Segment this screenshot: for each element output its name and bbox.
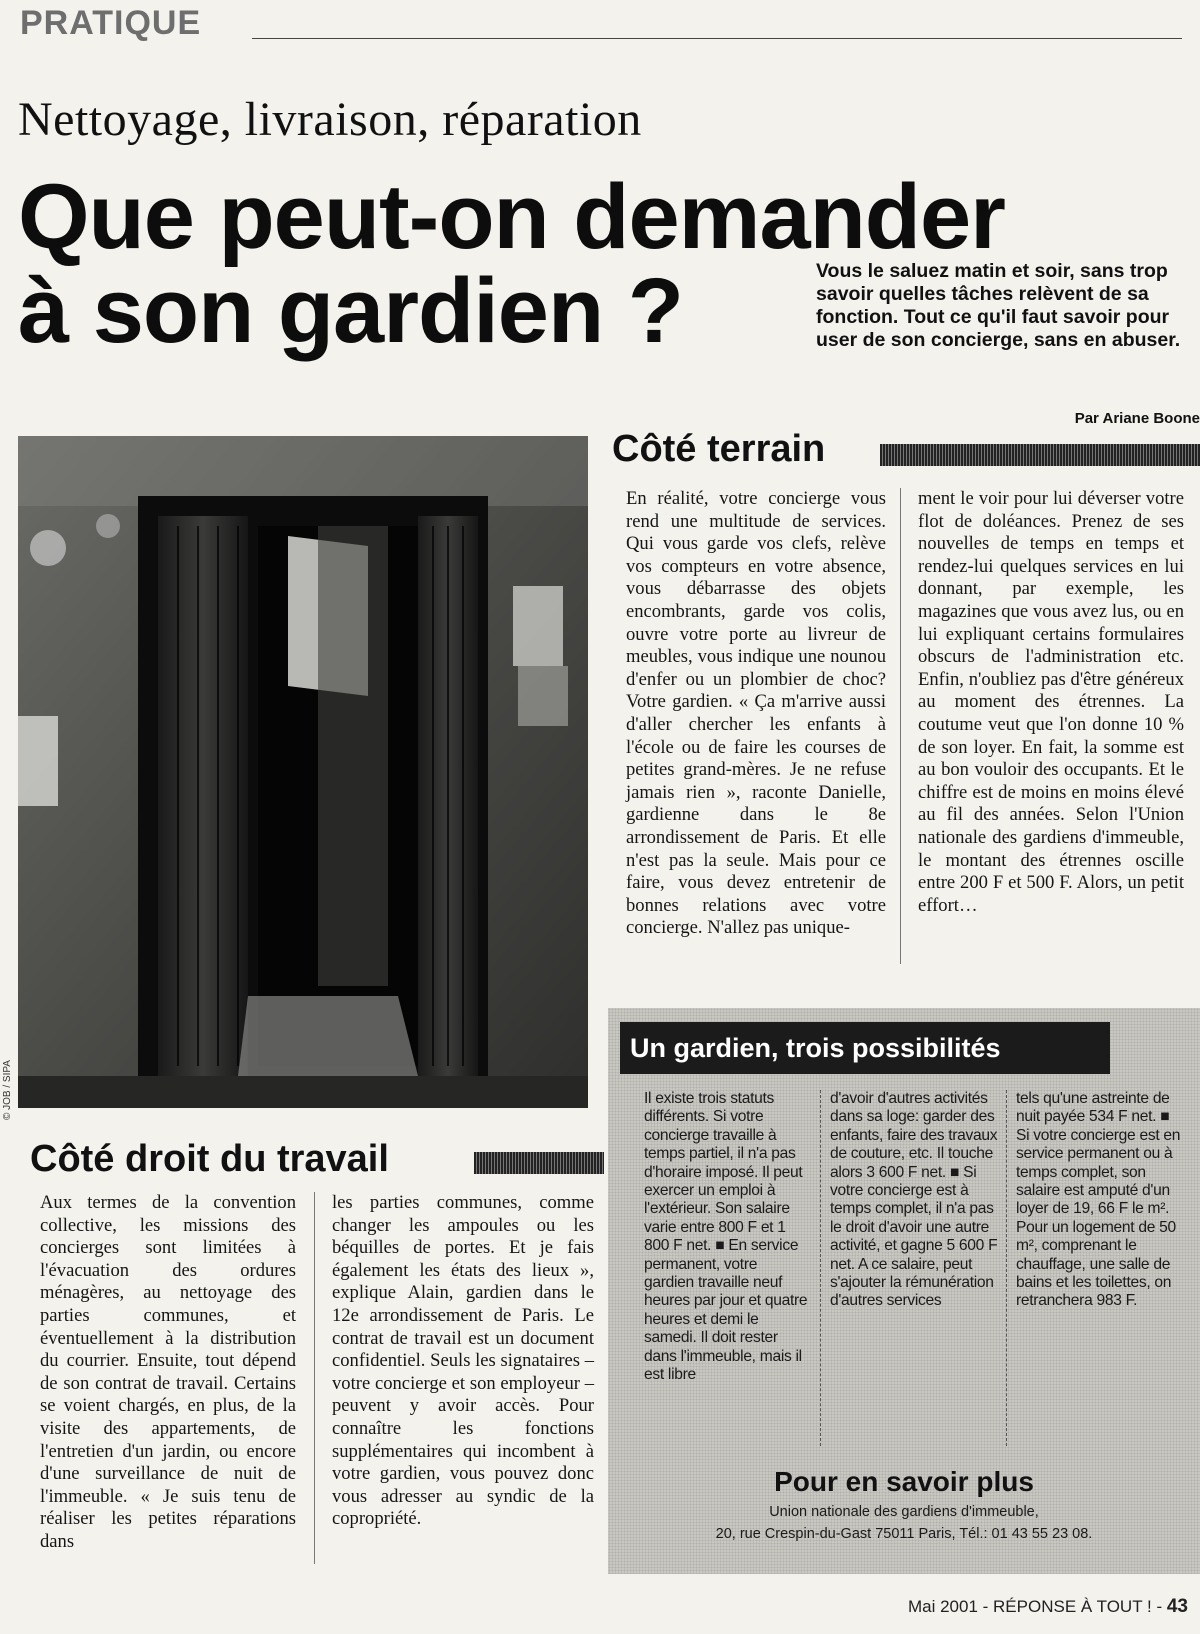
section-rubric: PRATIQUE — [20, 4, 202, 42]
more-info-address: 20, rue Crespin-du-Gast 75011 Paris, Tél.: 01 43 55 23 08. — [715, 1526, 1093, 1542]
headline: Que peut-on demander à son gardien ? — [18, 166, 1005, 362]
info-box-text: d'avoir d'autres activités dans sa loge: garder des enfants, faire des travaux de couture, etc. Il touche alors 3 600 F net. ■ Si votre concierge est à temps complet, il n'a pas le droit d'avoir une autre activité, et gagne 5 600 F net. A ce salaire, peut s'ajouter la rémunération d'autres services — [830, 1090, 998, 1310]
surtitle: Nettoyage, livraison, réparation — [18, 93, 642, 146]
byline: Par Ariane Boone — [1074, 410, 1200, 427]
article-text: les parties communes, comme changer les ampoules ou les béquilles de portes. Et je fais également les états des lieux », explique Alain, gardien dans le 12e arrondissement de Paris. Le contrat de travail est un document confidentiel. Seuls les signataires – votre concierge et son employeur – peuvent y avoir accès. Pour connaître les fonctions supplémentaires qui incombent à votre gardien, vous pouvez donc vous adresser au syndic de la copropriété. — [332, 1192, 594, 1530]
article-text: Aux termes de la convention collective, les missions des concierges sont limitées à l'évacuation des ordures ménagères, au nettoyage des parties communes, et éventuellement à la distribution du courrier. Ensuite, tout dépend de son contrat de travail. Certains se voient chargés, en plus, de la visite des appartements, de l'entretien d'un jardin, ou encore d'une surveillance de nuit de l'immeuble. « Je suis tenu de réaliser les petites réparations dans — [40, 1192, 296, 1552]
footer-issue: Mai 2001 - RÉPONSE À TOUT ! - — [907, 1597, 1167, 1616]
column-rule — [900, 488, 901, 964]
info-box-text: Il existe trois statuts différents. Si votre concierge travaille à temps partiel, il n'a pas d'horaire imposé. Il peut exercer un emploi à l'extérieur. Son salaire varie entre 800 F et 1 800 F net. ■ En service permanent, votre gardien travaille neuf heures par jour et quatre heures et demi le samedi. Il doit rester dans l'immeuble, mais il est libre — [644, 1090, 808, 1384]
section-bar-droit — [474, 1152, 604, 1174]
box-column-rule — [820, 1090, 821, 1446]
rubric-rule — [252, 38, 1182, 39]
section-title-droit: Côté droit du travail — [30, 1138, 389, 1180]
more-info-organisation: Union nationale des gardiens d'immeuble, — [769, 1504, 1039, 1520]
article-text: ment le voir pour lui déverser votre flot de doléances. Prenez de ses nouvelles de temps en temps et rendez-lui quelques services en lui donnant, par exemple, les magazines que vous avez lus, ou en lui expliquant certains formulaires obscurs de l'administration etc. Enfin, n'oubliez pas d'être généreux au moment des étrennes. La coutume veut que l'on donne 10 % de son loyer. En fait, la somme est au bon vouloir des occupants. Et le chiffre est de moins en moins élevé au fil des années. Selon l'Union nationale des gardiens d'immeuble, le montant des étrennes oscille entre 200 F et 500 F. Alors, un petit effort… — [918, 488, 1184, 916]
article-column-droit-2 — [332, 1192, 594, 1531]
section-title-terrain: Côté terrain — [612, 428, 826, 470]
info-box-column-2 — [830, 1090, 1000, 1311]
standfirst: Vous le saluez matin et soir, sans trop savoir quelles tâches relèvent de sa fonction. Tout ce qu'il faut savoir pour user de son concierge, sans en abuser. — [816, 260, 1181, 351]
article-column-terrain-2 — [918, 488, 1184, 917]
column-rule — [314, 1192, 315, 1564]
article-text: En réalité, votre concierge vous rend une multitude de services. Qui vous garde vos clefs, relève vos compteurs en votre absence, vous débarrasse des objets encombrants, garde vos colis, ouvre votre porte au livreur de meubles, vous indique une nounou d'enfer ou un plombier de choc? Votre gardien. « Ça m'arrive aussi d'aller chercher les enfants à l'école ou de faire les courses de petites grand-mères. Je ne refuse jamais rien », raconte Danielle, gardienne dans le 8e arrondissement de Paris. Et elle n'est pas la seule. Mais pour ce faire, vous devez entretenir de bonnes relations avec votre concierge. N'allez pas unique- — [626, 488, 886, 939]
page-footer — [908, 1596, 1188, 1618]
info-box-title: Un gardien, trois possibilités — [620, 1022, 1110, 1074]
section-bar-terrain — [880, 444, 1200, 466]
info-box-column-1 — [644, 1090, 810, 1385]
page-number: 43 — [1166, 1596, 1188, 1617]
photo-credit: © JOB / SIPA — [2, 1060, 13, 1120]
doorway-photo — [18, 436, 588, 1108]
info-box-text: tels qu'une astreinte de nuit payée 534 F net. ■ Si votre concierge est en service permanent ou à temps complet, son salaire est amputé d'un loyer de 19, 66 F le m². Pour un logement de 50 m², comprenant le chauffage, une salle de bains et les toilettes, on retranchera 983 F. — [1016, 1090, 1181, 1310]
box-column-rule — [1006, 1090, 1007, 1446]
more-info-title: Pour en savoir plus — [774, 1466, 1034, 1497]
article-column-terrain-1 — [626, 488, 886, 940]
article-column-droit-1 — [40, 1192, 296, 1554]
info-box-column-3 — [1016, 1090, 1184, 1311]
